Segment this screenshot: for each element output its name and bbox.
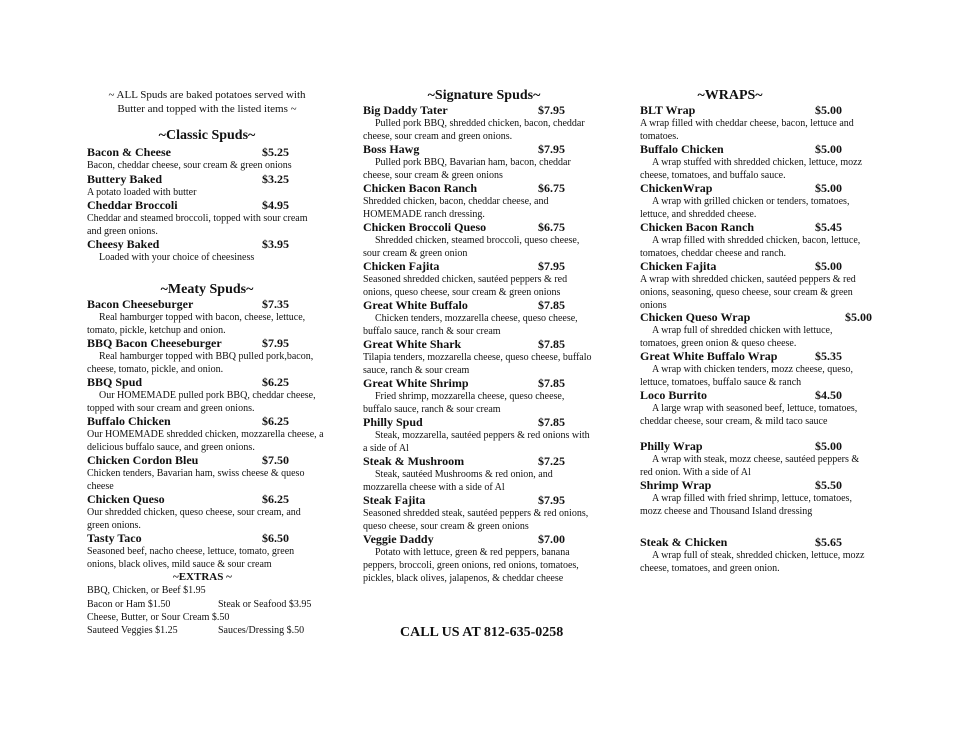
menu-item-name: Chicken Broccoli Queso — [363, 220, 487, 234]
menu-item-price: $5.00 — [815, 103, 842, 117]
wraps-heading: ~WRAPS~ — [697, 88, 763, 103]
menu-item-row — [363, 298, 605, 313]
menu-item-row — [640, 310, 875, 325]
menu-item-price: $7.95 — [538, 259, 565, 273]
menu-item-description: Bacon, cheddar cheese, sour cream & green onions — [87, 160, 292, 171]
menu-item-description: Seasoned shredded steak, sautéed peppers & red onions, queso cheese, sour cream & green onions — [363, 508, 589, 532]
menu-item-description: A wrap with chicken tenders, mozz cheese, queso, lettuce, tomatoes, buffalo sauce & ranch — [640, 364, 854, 388]
menu-item-row — [87, 531, 327, 546]
menu-item-description: Steak, mozzarella, sautéed peppers & red onions with a side of Al — [363, 430, 590, 454]
menu-item-price: $7.85 — [538, 376, 565, 390]
extras-line: Steak or Seafood $3.95 — [218, 599, 312, 610]
menu-item-price: $7.95 — [538, 103, 565, 117]
menu-item-name: Chicken Bacon Ranch — [640, 220, 755, 234]
menu-item-price: $7.95 — [262, 336, 289, 350]
menu-item-description: A wrap with grilled chicken or tenders, tomatoes, lettuce, and shredded cheese. — [640, 196, 850, 220]
menu-item-price: $5.00 — [845, 310, 872, 324]
menu-item-row — [363, 103, 605, 118]
menu-item-price: $5.00 — [815, 259, 842, 273]
menu-item-description: Shredded chicken, bacon, cheddar cheese, and HOMEMADE ranch dressing. — [363, 196, 549, 220]
menu-item-description: Our HOMEMADE pulled pork BBQ, cheddar cheese, topped with sour cream and green onions. — [87, 390, 316, 414]
menu-item-description: A potato loaded with butter — [87, 187, 197, 198]
menu-item-description: Cheddar and steamed broccoli, topped with sour cream and green onions. — [87, 213, 308, 237]
menu-item-price: $7.85 — [538, 298, 565, 312]
menu-item-row — [87, 414, 327, 429]
menu-item-name: Cheesy Baked — [87, 237, 160, 251]
menu-item-price: $5.45 — [815, 220, 842, 234]
menu-item-row — [363, 376, 605, 391]
menu-item-price: $7.50 — [262, 453, 289, 467]
menu-item-name: Steak Fajita — [363, 493, 426, 507]
menu-item-description: A wrap full of steak, shredded chicken, lettuce, mozz cheese, tomatoes, and green onion. — [640, 550, 865, 574]
menu-item-name: ChickenWrap — [640, 181, 713, 195]
meaty-spuds-heading: ~Meaty Spuds~ — [160, 282, 254, 297]
menu-item-name: Bacon & Cheese — [87, 145, 171, 159]
menu-item-name: Loco Burrito — [640, 388, 707, 402]
menu-item-price: $3.25 — [262, 172, 289, 186]
menu-item-description: Steak, sautéed Mushrooms & red onion, and mozzarella cheese with a side of Al — [363, 469, 553, 493]
menu-item-row — [87, 297, 327, 312]
menu-item-price: $5.35 — [815, 349, 842, 363]
menu-item-name: Cheddar Broccoli — [87, 198, 178, 212]
menu-item-price: $6.25 — [262, 375, 289, 389]
menu-item-row — [640, 220, 875, 235]
extras-line: Sauces/Dressing $.50 — [218, 625, 305, 636]
menu-item-price: $4.95 — [262, 198, 289, 212]
menu-item-name: Chicken Bacon Ranch — [363, 181, 478, 195]
menu-item-name: BLT Wrap — [640, 103, 696, 117]
menu-item-description: Our shredded chicken, queso cheese, sour cream, and green onions. — [87, 507, 301, 531]
menu-item-name: Philly Wrap — [640, 439, 703, 453]
menu-item-price: $7.35 — [262, 297, 289, 311]
menu-item-name: Great White Shark — [363, 337, 462, 351]
menu-item-price: $5.00 — [815, 142, 842, 156]
menu-item-row — [640, 349, 875, 364]
menu-item-row — [363, 493, 605, 508]
menu-item-row — [363, 220, 605, 235]
menu-item-description: Pulled pork BBQ, Bavarian ham, bacon, cheddar cheese, sour cream & green onions — [363, 157, 571, 181]
menu-item-description: Seasoned shredded chicken, sautéed peppers & red onions, queso cheese, sour cream & green onions — [363, 274, 568, 298]
menu-item-name: Great White Buffalo Wrap — [640, 349, 778, 363]
menu-item-row — [363, 181, 605, 196]
menu-item-name: Shrimp Wrap — [640, 478, 712, 492]
menu-item-description: A wrap filled with fried shrimp, lettuce, tomatoes, mozz cheese and Thousand Island dressing — [640, 493, 852, 517]
menu-item-description: A large wrap with seasoned beef, lettuce, tomatoes, cheddar cheese, sour cream, & mild taco sauce — [640, 403, 858, 427]
menu-item-name: Tasty Taco — [87, 531, 142, 545]
menu-item-name: Boss Hawg — [363, 142, 420, 156]
call-us-phone: CALL US AT 812-635-0258 — [400, 625, 564, 640]
menu-item-name: BBQ Bacon Cheeseburger — [87, 336, 222, 350]
menu-item-row — [640, 103, 875, 118]
menu-item-row — [87, 375, 327, 390]
menu-item-description: A wrap filled with cheddar cheese, bacon, lettuce and tomatoes. — [640, 118, 854, 142]
menu-item-price: $4.50 — [815, 388, 842, 402]
menu-item-row — [640, 439, 875, 454]
menu-item-price: $5.00 — [815, 181, 842, 195]
menu-item-row — [640, 388, 875, 403]
menu-item-description: Our HOMEMADE shredded chicken, mozzarella cheese, a delicious buffalo sauce, and green onions. — [87, 429, 324, 453]
menu-item-price: $7.25 — [538, 454, 565, 468]
menu-item-price: $5.25 — [262, 145, 289, 159]
menu-item-row — [87, 145, 327, 160]
menu-item-name: Veggie Daddy — [363, 532, 434, 546]
menu-item-name: Steak & Mushroom — [363, 454, 465, 468]
extras-line: Sauteed Veggies $1.25 — [87, 625, 178, 636]
menu-item-name: Buffalo Chicken — [87, 414, 171, 428]
classic-spuds-heading: ~Classic Spuds~ — [158, 128, 256, 143]
menu-item-name: Great White Shrimp — [363, 376, 469, 390]
menu-item-name: Chicken Cordon Bleu — [87, 453, 199, 467]
extras-line: BBQ, Chicken, or Beef $1.95 — [87, 585, 206, 596]
menu-item-description: A wrap filled with shredded chicken, bacon, lettuce, tomatoes, cheddar cheese and ranch. — [640, 235, 861, 259]
menu-item-name: Chicken Queso — [87, 492, 165, 506]
menu-item-row — [640, 181, 875, 196]
menu-item-price: $6.75 — [538, 181, 565, 195]
extras-line: Bacon or Ham $1.50 — [87, 599, 171, 610]
menu-item-name: Chicken Fajita — [640, 259, 717, 273]
intro-line: Butter and topped with the listed items ~ — [117, 103, 297, 115]
menu-item-description: Tilapia tenders, mozzarella cheese, queso cheese, buffalo sauce, ranch & sour cream — [363, 352, 592, 376]
menu-item-description: Potato with lettuce, green & red peppers, banana peppers, broccoli, green onions, red onions, tomatoes, pickles, black olives, jalapenos, & cheddar cheese — [363, 547, 579, 584]
menu-item-price: $7.95 — [538, 142, 565, 156]
menu-item-name: Buffalo Chicken — [640, 142, 724, 156]
extras-heading: ~EXTRAS ~ — [173, 571, 232, 583]
menu-item-row — [87, 237, 327, 252]
menu-item-name: BBQ Spud — [87, 375, 143, 389]
menu-item-row — [640, 142, 875, 157]
menu-item-row — [363, 532, 605, 547]
menu-item-description: Shredded chicken, steamed broccoli, queso cheese, sour cream & green onion — [363, 235, 580, 259]
menu-item-description: Real hamburger topped with bacon, cheese, lettuce, tomato, pickle, ketchup and onion. — [87, 312, 306, 336]
menu-item-row — [87, 336, 327, 351]
menu-item-row — [640, 259, 875, 274]
menu-item-price: $7.85 — [538, 337, 565, 351]
menu-item-row — [640, 535, 875, 550]
menu-item-description: Real hamburger topped with BBQ pulled pork,bacon, cheese, tomato, pickle, and onion. — [87, 351, 314, 375]
menu-item-row — [363, 454, 605, 469]
menu-item-price: $7.95 — [538, 493, 565, 507]
menu-item-price: $5.65 — [815, 535, 842, 549]
menu-item-row — [640, 478, 875, 493]
menu-item-name: Big Daddy Tater — [363, 103, 448, 117]
menu-item-name: Steak & Chicken — [640, 535, 728, 549]
menu-item-row — [87, 453, 327, 468]
menu-item-name: Philly Spud — [363, 415, 423, 429]
menu-item-row — [363, 415, 605, 430]
menu-item-name: Chicken Queso Wrap — [640, 310, 751, 324]
menu-item-price: $6.25 — [262, 414, 289, 428]
menu-item-description: Seasoned beef, nacho cheese, lettuce, tomato, green onions, black olives, mild sauce & sour cream — [87, 546, 295, 570]
menu-item-price: $7.00 — [538, 532, 565, 546]
menu-item-row — [363, 337, 605, 352]
menu-item-price: $5.50 — [815, 478, 842, 492]
menu-item-description: A wrap stuffed with shredded chicken, lettuce, mozz cheese, tomatoes, and buffalo sauce. — [640, 157, 863, 181]
menu-item-price: $3.95 — [262, 237, 289, 251]
menu-item-name: Chicken Fajita — [363, 259, 440, 273]
menu-item-price: $6.25 — [262, 492, 289, 506]
menu-item-price: $6.75 — [538, 220, 565, 234]
menu-item-description: A wrap full of shredded chicken with lettuce, tomatoes, green onion & queso cheese. — [640, 325, 833, 349]
menu-item-name: Buttery Baked — [87, 172, 162, 186]
menu-item-description: Loaded with your choice of cheesiness — [99, 252, 255, 263]
menu-item-price: $5.00 — [815, 439, 842, 453]
menu-item-row — [87, 492, 327, 507]
menu-item-description: Chicken tenders, mozzarella cheese, queso cheese, buffalo sauce, ranch & sour cream — [363, 313, 578, 337]
signature-spuds-heading: ~Signature Spuds~ — [427, 88, 541, 103]
menu-item-row — [363, 142, 605, 157]
menu-item-name: Great White Buffalo — [363, 298, 468, 312]
menu-item-price: $6.50 — [262, 531, 289, 545]
intro-line: ~ ALL Spuds are baked potatoes served with — [108, 89, 306, 101]
menu-item-price: $7.85 — [538, 415, 565, 429]
menu-item-row — [87, 172, 327, 187]
menu-item-description: Fried shrimp, mozzarella cheese, queso cheese, buffalo sauce, ranch & sour cream — [363, 391, 565, 415]
menu-item-row — [87, 198, 327, 213]
menu-item-name: Bacon Cheeseburger — [87, 297, 194, 311]
menu-item-description: Chicken tenders, Bavarian ham, swiss cheese & queso cheese — [87, 468, 305, 492]
menu-item-description: A wrap with shredded chicken, sautéed peppers & red onions, seasoning, queso cheese, sour cream & green onions — [640, 274, 856, 311]
menu-item-row — [363, 259, 605, 274]
intro-note — [87, 88, 327, 116]
menu-item-description: Pulled pork BBQ, shredded chicken, bacon, cheddar cheese, sour cream and green onions. — [363, 118, 585, 142]
extras-line: Cheese, Butter, or Sour Cream $.50 — [87, 612, 230, 623]
menu-item-description: A wrap with steak, mozz cheese, sautéed peppers & red onion. With a side of Al — [640, 454, 860, 478]
